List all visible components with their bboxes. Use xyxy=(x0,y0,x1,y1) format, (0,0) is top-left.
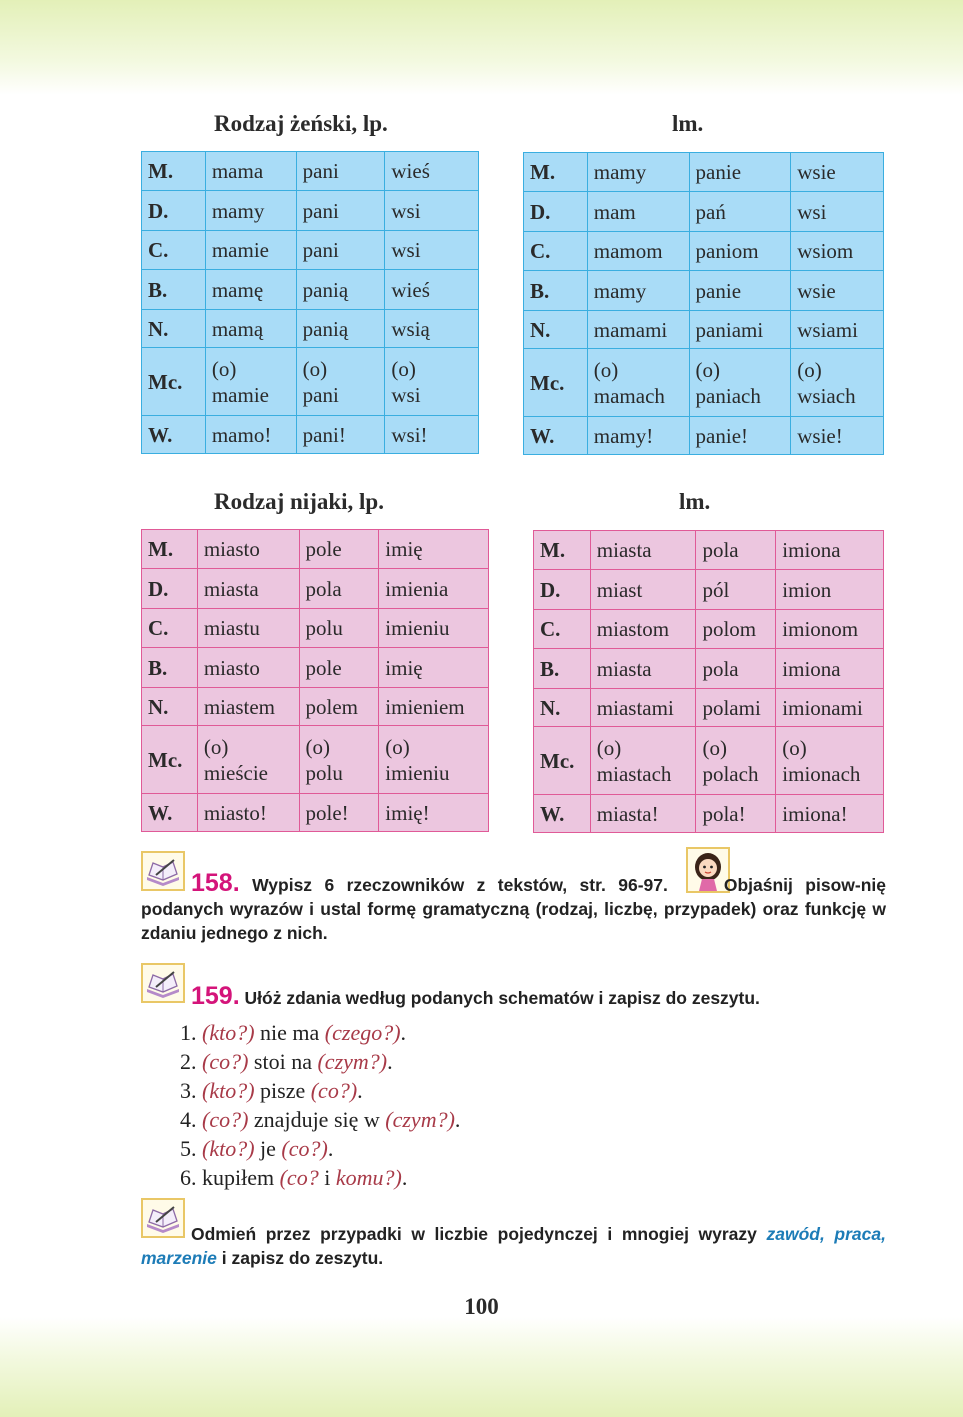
exercise-text: Odmień przez przypadki w liczbie pojedynczej i mnogiej wyrazy xyxy=(191,1224,757,1244)
heading-neuter-singular: Rodzaj nijaki, lp. xyxy=(214,489,384,514)
case-label: W. xyxy=(142,794,198,832)
table-cell xyxy=(590,727,696,795)
question: (czym?) xyxy=(385,1107,455,1132)
table-cell: miastami xyxy=(590,689,696,727)
table-neuter-plural xyxy=(533,530,884,833)
preposition: (o) xyxy=(596,735,622,760)
table-cell: mamy xyxy=(587,153,689,192)
case-label: C. xyxy=(142,231,206,270)
case-label: C. xyxy=(142,609,198,648)
list-item xyxy=(180,1047,460,1076)
table-cell: miasto xyxy=(197,530,299,569)
case-label: C. xyxy=(524,232,588,271)
table-cell: pani xyxy=(296,152,385,191)
table-cell: wieś xyxy=(385,270,479,310)
question: (kto?) xyxy=(202,1078,255,1103)
table-cell: mamami xyxy=(587,311,689,349)
item-text: . xyxy=(327,1136,334,1161)
case-label: D. xyxy=(142,191,206,231)
table-cell xyxy=(296,348,385,416)
word-form: pani xyxy=(302,382,339,407)
item-text: nie ma xyxy=(254,1020,325,1045)
preposition: (o) xyxy=(702,735,727,760)
item-number: 2. xyxy=(180,1049,197,1074)
table-cell: miasta xyxy=(197,569,299,609)
table-cell: miast xyxy=(590,570,696,610)
case-label: M. xyxy=(142,530,198,569)
preposition: (o) xyxy=(391,356,416,381)
table-row xyxy=(534,649,884,689)
top-band xyxy=(0,0,963,95)
table-cell: polom xyxy=(696,610,776,649)
list-item xyxy=(180,1105,460,1134)
table-cell: imienia xyxy=(379,569,489,609)
table-cell: miasta! xyxy=(590,795,696,833)
table-row xyxy=(142,152,479,191)
table-cell: pani xyxy=(296,191,385,231)
table-cell: paniom xyxy=(689,232,791,271)
exercise-text: Objaśnij pisow-nię podanych wyrazów i ustal formę gramatyczną (rodzaj, liczbę, przypadek) oraz funkcję w zdaniu jednego z nich. xyxy=(141,875,886,943)
table-cell: miasta xyxy=(590,531,696,570)
highlighted-words: zawód, praca, marzenie xyxy=(141,1224,886,1268)
table-cell xyxy=(197,726,299,794)
table-cell: imiona xyxy=(776,649,884,689)
table-cell: mamie xyxy=(205,231,296,270)
case-label: Mc. xyxy=(524,349,588,417)
exercise-text: Wypisz 6 rzeczowników z tekstów, str. 96-97. xyxy=(252,875,668,895)
table-cell: pole xyxy=(299,648,379,688)
heading-neuter-plural: lm. xyxy=(679,489,711,514)
question: (czym?) xyxy=(317,1049,388,1074)
table-cell: pani! xyxy=(296,416,385,454)
exercise-text: Ułóż zdania według podanych schematów i zapisz do zeszytu. xyxy=(244,988,760,1008)
table-cell xyxy=(205,348,296,416)
sentence-schema-list xyxy=(180,1018,460,1192)
case-label: Mc. xyxy=(534,727,591,795)
table-cell: mamy xyxy=(205,191,296,231)
case-label: M. xyxy=(524,153,588,192)
table-cell: imionom xyxy=(776,610,884,649)
table-row xyxy=(534,795,884,833)
table-cell: imiona xyxy=(776,531,884,570)
item-text: i xyxy=(318,1165,336,1190)
list-item xyxy=(180,1018,460,1047)
table-row xyxy=(142,270,479,310)
table-row xyxy=(534,570,884,610)
table-row xyxy=(142,688,489,726)
word-form: wsi xyxy=(391,382,421,407)
preposition: (o) xyxy=(385,734,410,759)
table-cell: imion xyxy=(776,570,884,610)
case-label: D. xyxy=(142,569,198,609)
table-cell: miastem xyxy=(197,688,299,726)
case-label: C. xyxy=(534,610,591,649)
exercise-158 xyxy=(141,871,886,945)
preposition: (o) xyxy=(203,734,229,759)
table-cell: pole xyxy=(299,530,379,569)
table-cell xyxy=(696,727,776,795)
case-label: Mc. xyxy=(142,726,198,794)
item-text: . xyxy=(400,1020,407,1045)
table-cell: wsi xyxy=(791,192,884,232)
table-row xyxy=(142,231,479,270)
case-label: B. xyxy=(534,649,591,689)
list-item xyxy=(180,1076,460,1105)
table-cell: mama xyxy=(205,152,296,191)
question: (kto?) xyxy=(202,1136,255,1161)
case-label: N. xyxy=(142,310,206,348)
exercise-159 xyxy=(141,984,886,1010)
page-number: 100 xyxy=(464,1294,499,1319)
word-form: wsiach xyxy=(797,383,856,408)
item-text: pisze xyxy=(254,1078,311,1103)
table-row xyxy=(142,726,489,794)
table-row xyxy=(142,648,489,688)
question: (co?) xyxy=(310,1078,358,1103)
table-row xyxy=(524,192,884,232)
item-text: . xyxy=(454,1107,461,1132)
table-cell: panie! xyxy=(689,417,791,455)
case-label: W. xyxy=(534,795,591,833)
table-cell xyxy=(587,349,689,417)
word-form: polu xyxy=(305,760,343,785)
question: (co? xyxy=(279,1165,319,1190)
table-cell xyxy=(776,727,884,795)
table-cell: mamy xyxy=(587,271,689,311)
table-row xyxy=(142,569,489,609)
table-cell: wieś xyxy=(385,152,479,191)
preposition: (o) xyxy=(593,357,619,382)
table-cell: miasto xyxy=(197,648,299,688)
item-number: 1. xyxy=(180,1020,197,1045)
table-cell xyxy=(689,349,791,417)
table-row xyxy=(142,348,479,416)
word-form: mamach xyxy=(593,383,665,408)
table-cell: pola xyxy=(696,649,776,689)
word-form: imieniu xyxy=(385,760,450,785)
case-label: N. xyxy=(524,311,588,349)
table-cell: imionami xyxy=(776,689,884,727)
case-label: W. xyxy=(142,416,206,454)
table-cell: wsi! xyxy=(385,416,479,454)
table-row xyxy=(524,311,884,349)
item-text: . xyxy=(387,1049,393,1074)
table-row xyxy=(142,609,489,648)
table-cell: mamą xyxy=(205,310,296,348)
table-row xyxy=(142,191,479,231)
question: (co?) xyxy=(281,1136,328,1161)
word-form: miastach xyxy=(596,761,672,786)
table-neuter-singular xyxy=(141,529,489,832)
preposition: (o) xyxy=(302,356,328,381)
table-row xyxy=(524,232,884,271)
case-label: M. xyxy=(534,531,591,570)
table-row xyxy=(524,153,884,192)
table-cell: wsi xyxy=(385,191,479,231)
table-cell: mam xyxy=(587,192,689,232)
item-number: 5. xyxy=(180,1136,197,1161)
table-row xyxy=(142,530,489,569)
table-cell xyxy=(299,726,379,794)
item-text: . xyxy=(357,1078,363,1103)
list-item xyxy=(180,1134,460,1163)
item-number: 3. xyxy=(180,1078,197,1103)
table-cell: wsiom xyxy=(791,232,884,271)
table-cell: wsiami xyxy=(791,311,884,349)
table-cell: mamę xyxy=(205,270,296,310)
table-cell: pola xyxy=(299,569,379,609)
case-label: Mc. xyxy=(142,348,206,416)
table-cell: imię! xyxy=(379,794,489,832)
table-cell: miastu xyxy=(197,609,299,648)
table-cell: pola! xyxy=(696,795,776,833)
item-text: je xyxy=(254,1136,282,1161)
exercise-decline xyxy=(141,1222,886,1270)
question: (co?) xyxy=(202,1107,249,1132)
case-label: B. xyxy=(524,271,588,311)
heading-feminine-singular: Rodzaj żeński, lp. xyxy=(214,111,388,136)
table-cell: panie xyxy=(689,153,791,192)
table-cell: imię xyxy=(379,648,489,688)
table-row xyxy=(142,416,479,454)
preposition: (o) xyxy=(211,356,237,381)
case-label: B. xyxy=(142,270,206,310)
table-cell: wsie xyxy=(791,271,884,311)
table-row xyxy=(142,310,479,348)
heading-feminine-plural: lm. xyxy=(672,111,704,136)
word-form: polach xyxy=(702,761,759,786)
table-cell: imieniu xyxy=(379,609,489,648)
table-cell: mamom xyxy=(587,232,689,271)
question: (czego?) xyxy=(324,1020,401,1045)
table-cell: miastom xyxy=(590,610,696,649)
table-cell: panie xyxy=(689,271,791,311)
table-row xyxy=(524,271,884,311)
table-cell: pań xyxy=(689,192,791,232)
exercise-number: 158. xyxy=(191,869,240,897)
item-text: . xyxy=(401,1165,408,1190)
table-row xyxy=(524,417,884,455)
question: komu?) xyxy=(335,1165,402,1190)
table-row xyxy=(534,531,884,570)
table-row xyxy=(534,727,884,795)
table-feminine-singular xyxy=(141,151,479,454)
table-cell: pole! xyxy=(299,794,379,832)
table-cell: mamo! xyxy=(205,416,296,454)
bottom-band xyxy=(0,1317,963,1417)
preposition: (o) xyxy=(695,357,721,382)
table-cell: miasta xyxy=(590,649,696,689)
table-cell: panią xyxy=(296,310,385,348)
table-cell: wsie xyxy=(791,153,884,192)
item-number: 6. xyxy=(180,1165,197,1190)
word-form: imionach xyxy=(782,761,861,786)
case-label: N. xyxy=(142,688,198,726)
exercise-number: 159. xyxy=(191,982,240,1010)
case-label: D. xyxy=(524,192,588,232)
table-cell: miasto! xyxy=(197,794,299,832)
table-cell: polem xyxy=(299,688,379,726)
case-label: N. xyxy=(534,689,591,727)
table-cell: panią xyxy=(296,270,385,310)
case-label: W. xyxy=(524,417,588,455)
table-cell: polu xyxy=(299,609,379,648)
preposition: (o) xyxy=(305,734,331,759)
table-cell: polami xyxy=(696,689,776,727)
question: (kto?) xyxy=(202,1020,255,1045)
table-cell xyxy=(379,726,489,794)
case-label: M. xyxy=(142,152,206,191)
word-form: mieście xyxy=(203,760,268,785)
table-cell xyxy=(791,349,884,417)
item-text: znajduje się w xyxy=(248,1107,386,1132)
table-cell: imię xyxy=(379,530,489,569)
table-row xyxy=(534,610,884,649)
table-cell: imieniem xyxy=(379,688,489,726)
table-cell: wsie! xyxy=(791,417,884,455)
table-cell: pola xyxy=(696,531,776,570)
table-cell: wsi xyxy=(385,231,479,270)
exercise-text: i zapisz do zeszytu. xyxy=(221,1248,384,1268)
word-form: mamie xyxy=(211,382,269,407)
word-form: paniach xyxy=(695,383,761,408)
preposition: (o) xyxy=(782,735,807,760)
list-item xyxy=(180,1163,460,1192)
table-row xyxy=(524,349,884,417)
table-cell: paniami xyxy=(689,311,791,349)
case-label: B. xyxy=(142,648,198,688)
table-cell: mamy! xyxy=(587,417,689,455)
item-number: 4. xyxy=(180,1107,197,1132)
table-row xyxy=(534,689,884,727)
table-cell: pól xyxy=(696,570,776,610)
table-row xyxy=(142,794,489,832)
item-text: kupiłem xyxy=(202,1165,280,1190)
preposition: (o) xyxy=(797,357,822,382)
table-cell: pani xyxy=(296,231,385,270)
item-text: stoi na xyxy=(248,1049,318,1074)
table-feminine-plural xyxy=(523,152,884,455)
table-cell: imiona! xyxy=(776,795,884,833)
case-label: D. xyxy=(534,570,591,610)
table-cell: wsią xyxy=(385,310,479,348)
table-cell xyxy=(385,348,479,416)
question: (co?) xyxy=(202,1049,249,1074)
